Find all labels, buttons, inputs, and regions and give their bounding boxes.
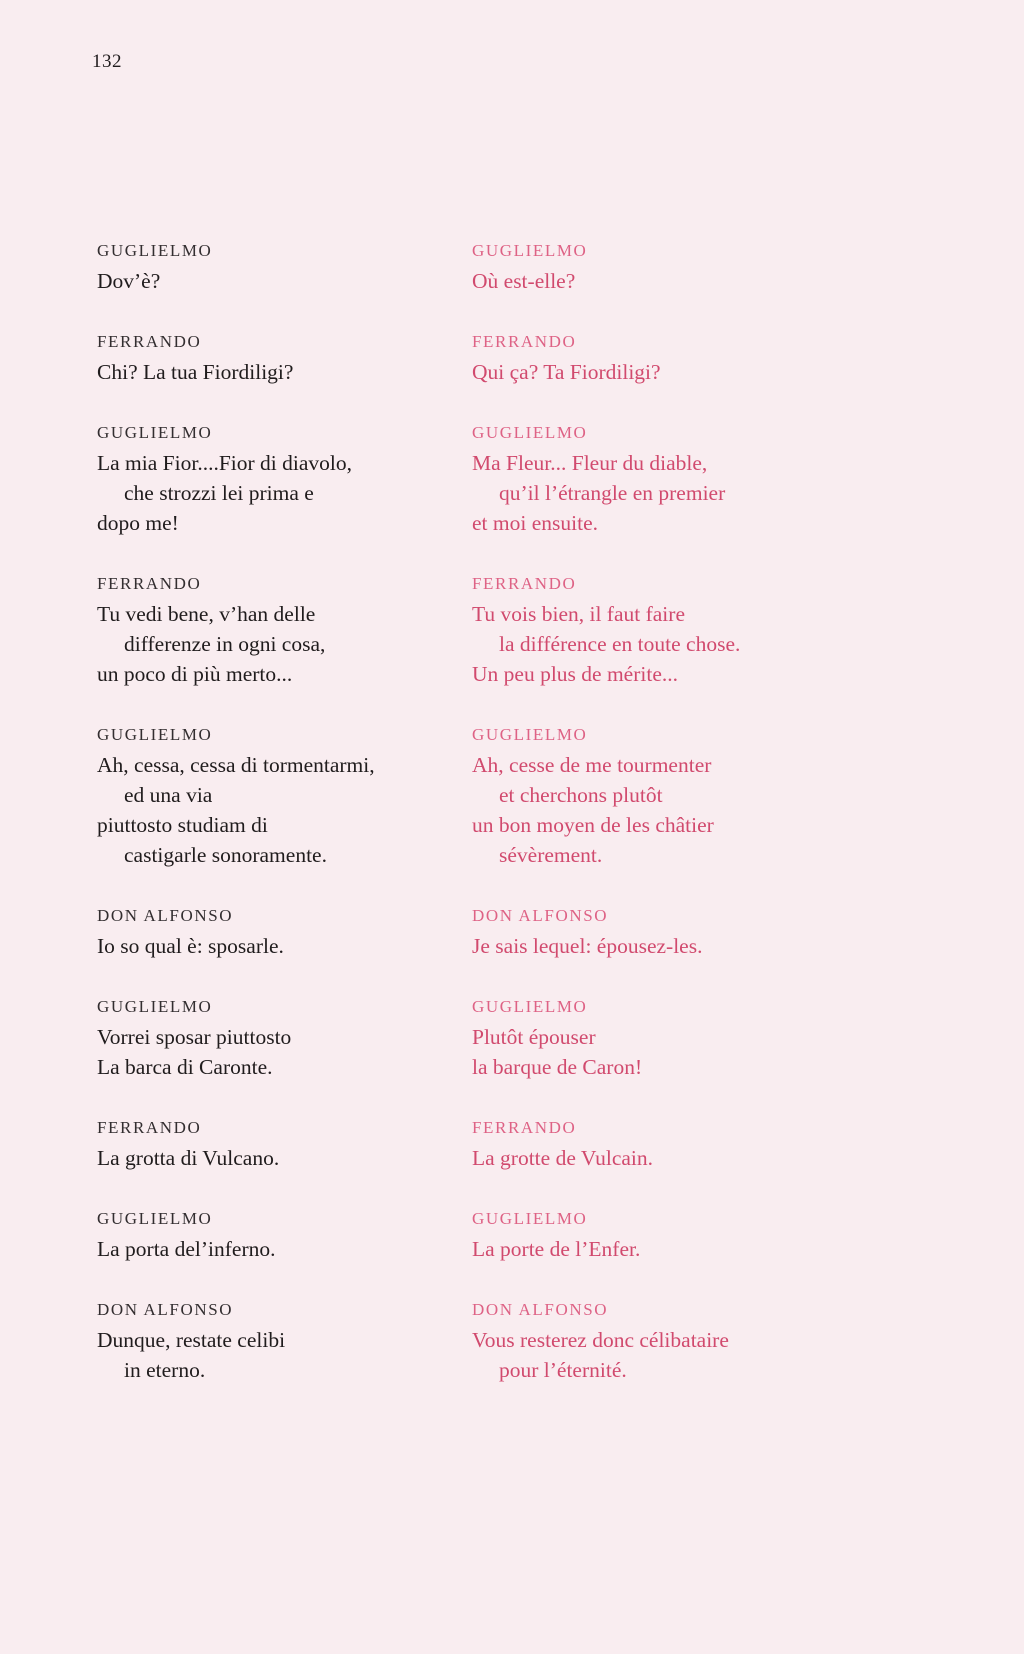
- page-number: 132: [92, 51, 122, 72]
- verse-line: qu’il l’étrangle en premier: [499, 481, 726, 505]
- dialogue-block-italian-2: [97, 418, 457, 538]
- dialogue-block-italian-4: [97, 720, 457, 870]
- verse-line: Qui ça? Ta Fiordiligi?: [472, 360, 661, 384]
- verse-line: Dov’è?: [97, 269, 161, 293]
- dialogue-block-french-7: [472, 1113, 912, 1173]
- speaker-label: DON ALFONSO: [97, 906, 234, 925]
- speaker-label: GUGLIELMO: [472, 241, 588, 260]
- verse-line: Chi? La tua Fiordiligi?: [97, 360, 294, 384]
- verse-line: Plutôt épouser: [472, 1025, 596, 1049]
- verse-line: piuttosto studiam di: [97, 813, 268, 837]
- speaker-label: GUGLIELMO: [97, 241, 213, 260]
- verse-line: dopo me!: [97, 511, 179, 535]
- speaker-label: FERRANDO: [472, 332, 577, 351]
- speaker-label: GUGLIELMO: [97, 1209, 213, 1228]
- verse-line: La porta del’inferno.: [97, 1237, 276, 1261]
- french-translation-column: [472, 236, 912, 1416]
- verse-line: la différence en toute chose.: [499, 632, 741, 656]
- dialogue-block-french-2: [472, 418, 912, 538]
- speaker-label: DON ALFONSO: [472, 1300, 609, 1319]
- verse-line: Ah, cesse de me tourmenter: [472, 753, 712, 777]
- verse-line: et cherchons plutôt: [499, 783, 663, 807]
- verse-line: un bon moyen de les châtier: [472, 813, 714, 837]
- verse-line: che strozzi lei prima e: [124, 481, 314, 505]
- dialogue-block-french-9: [472, 1295, 912, 1385]
- dialogue-block-french-5: [472, 901, 912, 961]
- dialogue-block-french-3: [472, 569, 912, 689]
- dialogue-block-french-4: [472, 720, 912, 870]
- dialogue-block-italian-8: [97, 1204, 457, 1264]
- verse-line: castigarle sonoramente.: [124, 843, 327, 867]
- verse-line: La mia Fior....Fior di diavolo,: [97, 451, 352, 475]
- dialogue-block-italian-5: [97, 901, 457, 961]
- dialogue-block-french-0: [472, 236, 912, 296]
- verse-line: differenze in ogni cosa,: [124, 632, 326, 656]
- verse-line: pour l’éternité.: [499, 1358, 627, 1382]
- speaker-label: DON ALFONSO: [472, 906, 609, 925]
- speaker-label: DON ALFONSO: [97, 1300, 234, 1319]
- verse-line: Un peu plus de mérite...: [472, 662, 678, 686]
- verse-line: Tu vois bien, il faut faire: [472, 602, 685, 626]
- speaker-label: GUGLIELMO: [97, 725, 213, 744]
- verse-line: et moi ensuite.: [472, 511, 598, 535]
- dialogue-block-italian-0: [97, 236, 457, 296]
- speaker-label: GUGLIELMO: [472, 725, 588, 744]
- verse-line: Je sais lequel: épousez-les.: [472, 934, 703, 958]
- verse-line: La grotte de Vulcain.: [472, 1146, 653, 1170]
- speaker-label: FERRANDO: [472, 574, 577, 593]
- verse-line: ed una via: [124, 783, 213, 807]
- verse-line: Vous resterez donc célibataire: [472, 1328, 729, 1352]
- speaker-label: GUGLIELMO: [472, 1209, 588, 1228]
- speaker-label: GUGLIELMO: [97, 997, 213, 1016]
- verse-line: La porte de l’Enfer.: [472, 1237, 641, 1261]
- dialogue-block-french-8: [472, 1204, 912, 1264]
- dialogue-block-french-6: [472, 992, 912, 1082]
- speaker-label: FERRANDO: [97, 332, 202, 351]
- verse-line: La barca di Caronte.: [97, 1055, 273, 1079]
- italian-text-column: [97, 236, 457, 1416]
- verse-line: Tu vedi bene, v’han delle: [97, 602, 316, 626]
- verse-line: Dunque, restate celibi: [97, 1328, 286, 1352]
- dialogue-block-italian-3: [97, 569, 457, 689]
- speaker-label: FERRANDO: [472, 1118, 577, 1137]
- dialogue-block-italian-7: [97, 1113, 457, 1173]
- dialogue-block-italian-6: [97, 992, 457, 1082]
- verse-line: Io so qual è: sposarle.: [97, 934, 284, 958]
- verse-line: sévèrement.: [499, 843, 603, 867]
- speaker-label: FERRANDO: [97, 574, 202, 593]
- verse-line: Ah, cessa, cessa di tormentarmi,: [97, 753, 375, 777]
- verse-line: La grotta di Vulcano.: [97, 1146, 280, 1170]
- dialogue-block-french-1: [472, 327, 912, 387]
- verse-line: Vorrei sposar piuttosto: [97, 1025, 292, 1049]
- verse-line: un poco di più merto...: [97, 662, 293, 686]
- dialogue-block-italian-9: [97, 1295, 457, 1385]
- dialogue-block-italian-1: [97, 327, 457, 387]
- speaker-label: GUGLIELMO: [97, 423, 213, 442]
- speaker-label: GUGLIELMO: [472, 423, 588, 442]
- verse-line: Où est-elle?: [472, 269, 576, 293]
- speaker-label: FERRANDO: [97, 1118, 202, 1137]
- verse-line: Ma Fleur... Fleur du diable,: [472, 451, 708, 475]
- verse-line: in eterno.: [124, 1358, 206, 1382]
- speaker-label: GUGLIELMO: [472, 997, 588, 1016]
- verse-line: la barque de Caron!: [472, 1055, 643, 1079]
